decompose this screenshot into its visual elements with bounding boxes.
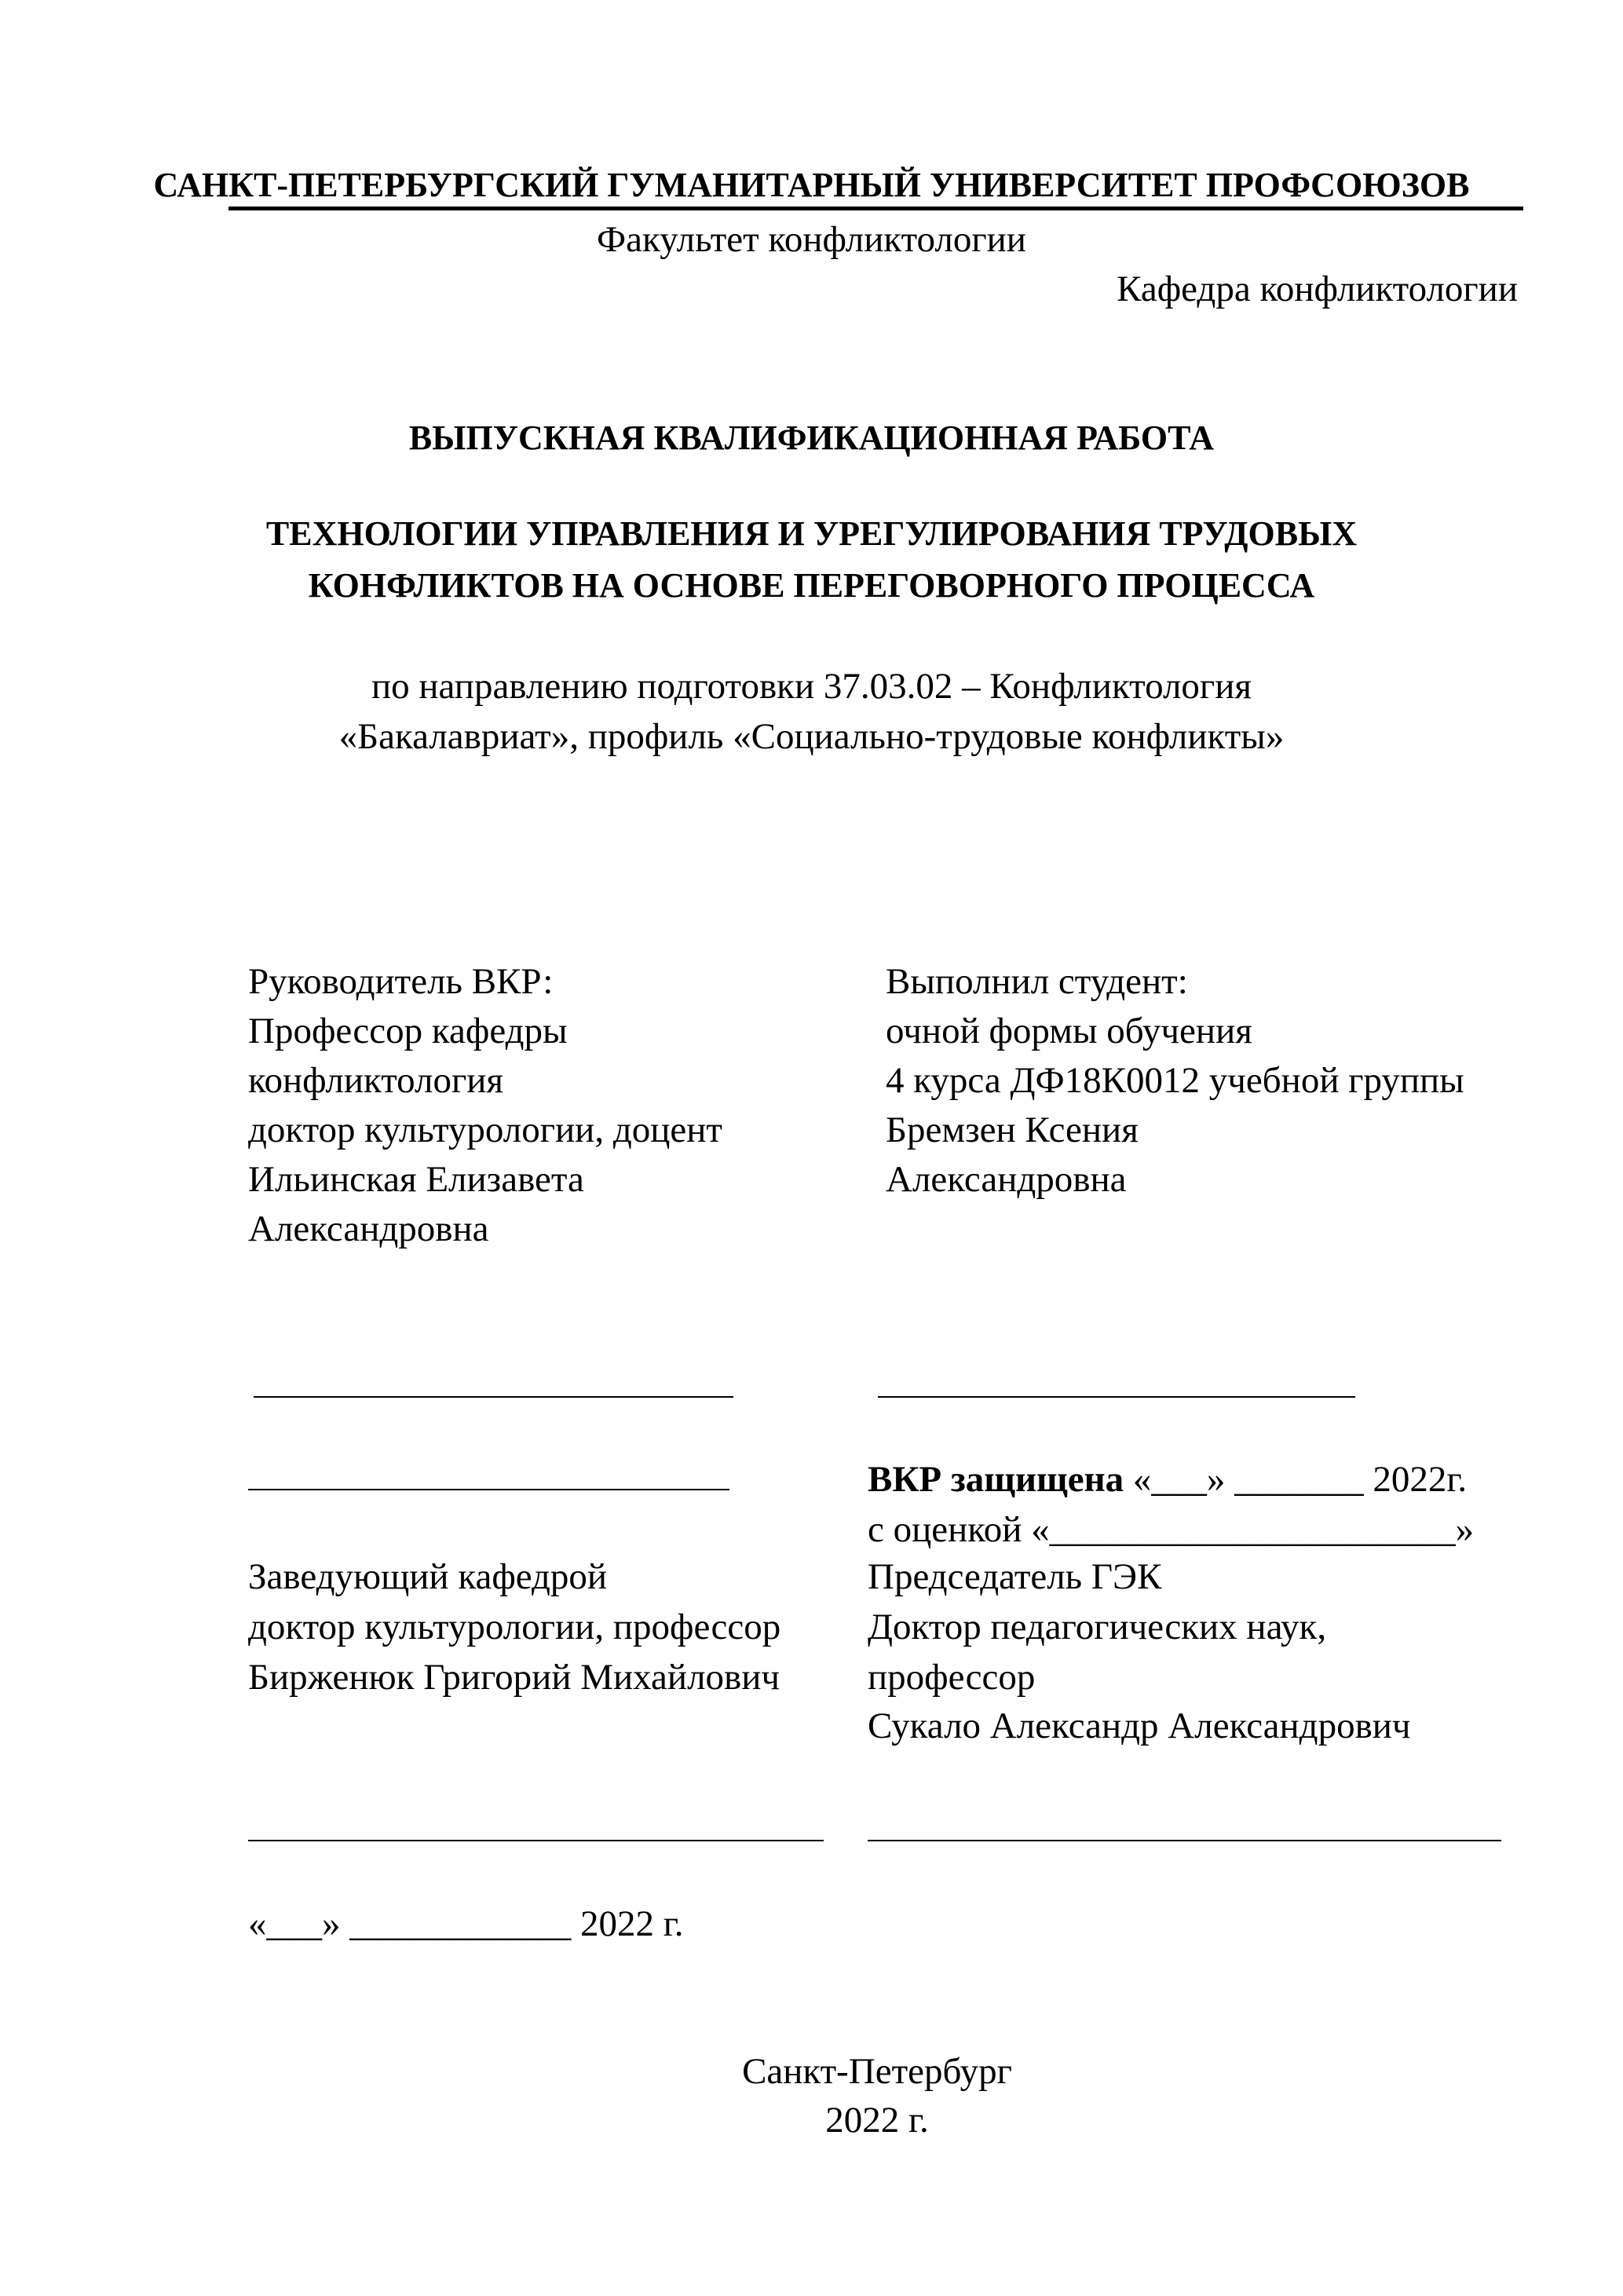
student-line: очной формы обучения — [886, 1011, 1252, 1051]
university-name: САНКТ-ПЕТЕРБУРГСКИЙ ГУМАНИТАРНЫЙ УНИВЕРСИТЕТ ПРОФСОЮЗОВ — [153, 166, 1470, 204]
year: 2022 г. — [825, 2100, 929, 2141]
supervisor-signature-line — [254, 1396, 733, 1398]
head-line: Заведующий кафедрой — [248, 1556, 608, 1597]
faculty-name: Факультет конфликтологии — [597, 219, 1026, 260]
defense-label: ВКР защищена — [868, 1459, 1124, 1500]
chairman-line: Председатель ГЭК — [868, 1556, 1162, 1597]
header-rule — [228, 207, 1523, 210]
department-name: Кафедра конфликтологии — [1117, 269, 1518, 309]
chairman-line: Сукало Александр Александрович — [868, 1706, 1411, 1746]
supervisor-line: доктор культурологии, доцент — [248, 1110, 722, 1150]
supervisor-line: Александровна — [248, 1208, 489, 1249]
student-line: Выполнил студент: — [886, 961, 1188, 1002]
date-line: «___» ____________ 2022 г. — [248, 1903, 684, 1944]
defense-date-blank: «___» _______ 2022г. — [1124, 1459, 1468, 1500]
student-line: 4 курса ДФ18К0012 учебной группы — [886, 1060, 1464, 1101]
direction-line-2: «Бакалавриат», профиль «Социально-трудовые конфликты» — [338, 716, 1285, 757]
supervisor-line: Профессор кафедры — [248, 1011, 568, 1051]
thesis-title-line-1: ТЕХНОЛОГИИ УПРАВЛЕНИЯ И УРЕГУЛИРОВАНИЯ ТРУДОВЫХ — [265, 514, 1358, 553]
work-type: ВЫПУСКНАЯ КВАЛИФИКАЦИОННАЯ РАБОТА — [408, 419, 1215, 457]
supervisor-line: Руководитель ВКР: — [248, 961, 554, 1002]
head-signature-line — [248, 1840, 824, 1841]
supervisor-line: Ильинская Елизавета — [248, 1159, 584, 1200]
head-signature-line-top — [248, 1489, 729, 1490]
chairman-line: профессор — [868, 1657, 1036, 1698]
thesis-title-line-2: КОНФЛИКТОВ НА ОСНОВЕ ПЕРЕГОВОРНОГО ПРОЦЕССА — [308, 566, 1315, 605]
student-line: Александровна — [886, 1159, 1127, 1200]
supervisor-line: конфликтология — [248, 1060, 504, 1101]
defense-status — [868, 1456, 1467, 1503]
student-line: Бремзен Ксения — [886, 1110, 1139, 1150]
chairman-line: Доктор педагогических наук, — [868, 1607, 1327, 1647]
head-line: доктор культурологии, профессор — [248, 1607, 781, 1647]
city: Санкт-Петербург — [742, 2051, 1012, 2092]
direction-line-1: по направлению подготовки 37.03.02 – Конфликтология — [371, 666, 1252, 707]
chairman-signature-line — [868, 1840, 1501, 1841]
defense-grade: с оценкой «______________________» — [868, 1509, 1475, 1550]
head-line: Бирженюк Григорий Михайлович — [248, 1657, 780, 1698]
student-signature-line — [878, 1396, 1355, 1398]
